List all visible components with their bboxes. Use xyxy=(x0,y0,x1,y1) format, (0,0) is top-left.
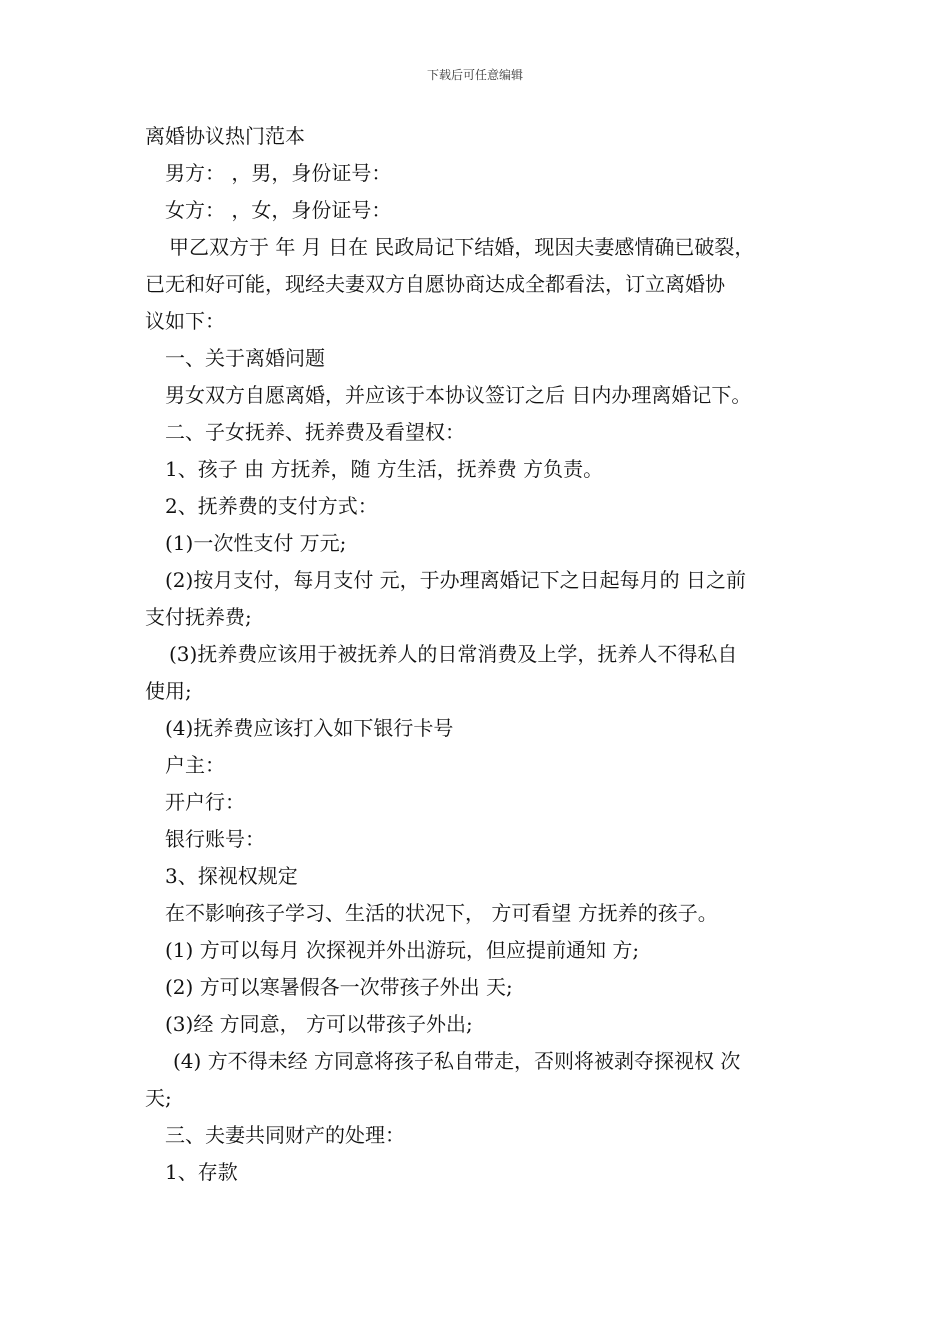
text-line: 三、夫妻共同财产的处理： xyxy=(165,1123,405,1147)
page-header: 下载后可任意编辑 xyxy=(426,68,523,82)
text-line: (3)经 方同意， 方可以带孩子外出; xyxy=(165,1012,473,1036)
text-line: 1、孩子 由 方抚养，随 方生活，抚养费 方负责。 xyxy=(165,457,604,481)
text-line: 男方： ，男，身份证号： xyxy=(165,161,392,185)
text-line: (2)按月支付，每月支付 元，于办理离婚记下之日起每月的 日之前 xyxy=(165,568,747,592)
text-line: 一、关于离婚问题 xyxy=(165,346,325,370)
text-line: (1) 方可以每月 次探视并外出游玩，但应提前通知 方; xyxy=(165,938,640,962)
text-line: 女方： ，女，身份证号： xyxy=(165,198,392,222)
text-line: (1)一次性支付 万元; xyxy=(165,531,347,555)
text-line: 1、存款 xyxy=(165,1160,238,1184)
text-line: 议如下： xyxy=(145,309,225,333)
text-line: 2、抚养费的支付方式： xyxy=(165,494,378,518)
text-line: 3、探视权规定 xyxy=(165,864,298,888)
text-line: (4)抚养费应该打入如下银行卡号 xyxy=(165,716,454,740)
text-line: 男女双方自愿离婚，并应该于本协议签订之后 日内办理离婚记下。 xyxy=(165,383,752,407)
text-line: (3)抚养费应该用于被抚养人的日常消费及上学，抚养人不得私自 xyxy=(169,642,738,666)
text-line: 天; xyxy=(145,1086,172,1110)
text-line: 甲乙双方于 年 月 日在 民政局记下结婚，现因夫妻感情确已破裂， xyxy=(169,235,755,259)
text-line: (4) 方不得未经 方同意将孩子私自带走，否则将被剥夺探视权 次 xyxy=(173,1049,741,1073)
document-body xyxy=(145,118,810,1191)
text-line: 银行账号： xyxy=(165,827,265,851)
text-line: 支付抚养费; xyxy=(145,605,252,629)
text-line: 使用; xyxy=(145,679,192,703)
text-line: 开户行： xyxy=(165,790,245,814)
text-line: 户主： xyxy=(165,753,225,777)
text-line: (2) 方可以寒暑假各一次带孩子外出 天; xyxy=(165,975,513,999)
text-line: 二、子女抚养、抚养费及看望权： xyxy=(165,420,465,444)
document-title: 离婚协议热门范本 xyxy=(145,124,305,148)
text-line: 在不影响孩子学习、生活的状况下， 方可看望 方抚养的孩子。 xyxy=(165,901,718,925)
text-line: 已无和好可能，现经夫妻双方自愿协商达成全都看法，订立离婚协 xyxy=(145,272,725,296)
